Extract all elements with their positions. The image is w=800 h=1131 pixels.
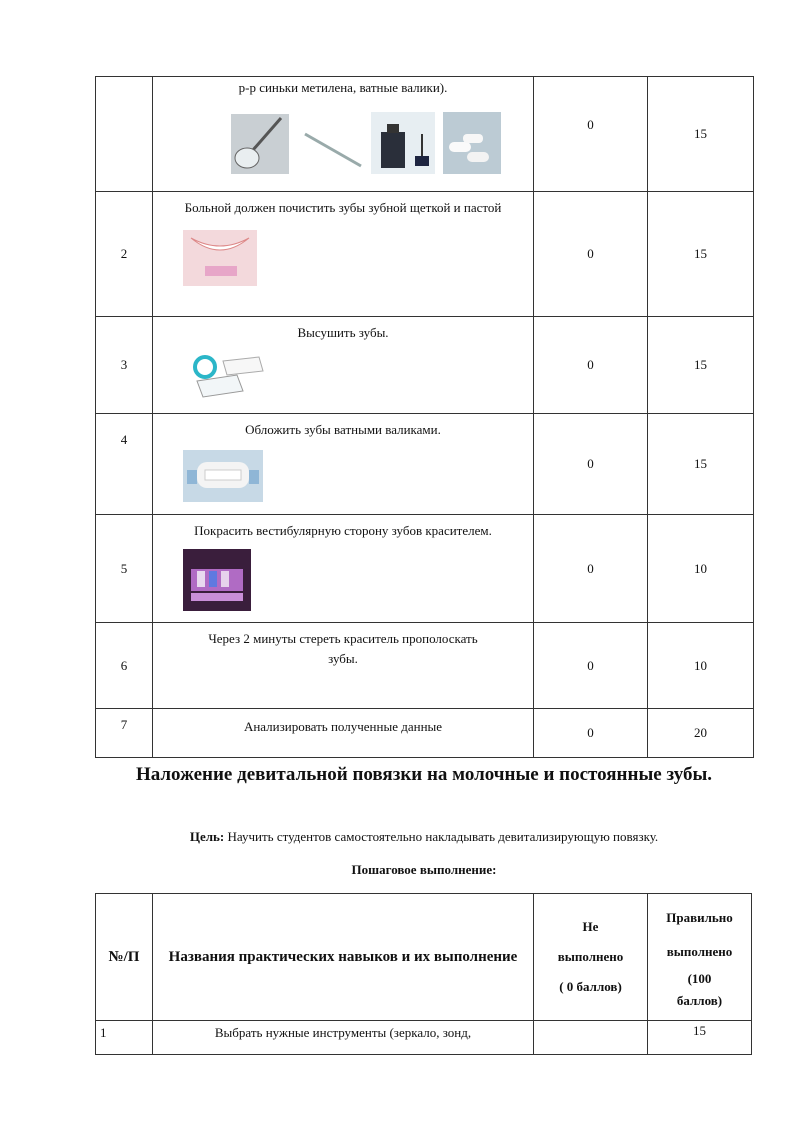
- table-row: [96, 515, 754, 623]
- skills-table-bottom: [95, 893, 752, 1055]
- section-title: Наложение девитальной повязки на молочные и постоянные зубы.: [135, 764, 713, 785]
- done-score: 20: [648, 709, 754, 758]
- toothbrushing-photo: [183, 230, 257, 286]
- not-done-score: 0: [534, 623, 648, 709]
- stained-teeth-photo: [183, 549, 251, 611]
- done-score: 10: [648, 623, 754, 709]
- row-number: 6: [96, 623, 153, 709]
- header-done-line: выполнено: [666, 944, 733, 959]
- not-done-score: 0: [534, 317, 648, 414]
- goal-label: Цель:: [189, 829, 225, 844]
- row-text: р-р синьки метилена, ватные валики).: [238, 80, 448, 95]
- goal-line: [95, 829, 753, 845]
- row-description: [153, 414, 534, 515]
- row-description: [153, 623, 534, 709]
- row-text: Через 2 минуты стереть краситель прополоскать зубы.: [208, 631, 478, 666]
- row-description: [153, 77, 534, 192]
- header-number: №/П: [96, 894, 153, 1021]
- done-score: 15: [648, 414, 754, 515]
- drying-pads-photo: [183, 351, 267, 405]
- header-done: [648, 894, 752, 1021]
- steps-title: Пошаговое выполнение:: [351, 862, 497, 877]
- not-done-score: [534, 1021, 648, 1055]
- header-skill-name: Названия практических навыков и их выполнение: [153, 894, 534, 1021]
- row-number: 2: [96, 192, 153, 317]
- skills-table-top: [95, 76, 754, 758]
- methylene-blue-bottle-photo: [371, 112, 435, 174]
- dental-probe-photo: [301, 120, 366, 172]
- table-row: [96, 192, 754, 317]
- row-text: Обложить зубы ватными валиками.: [245, 422, 441, 437]
- header-not-done-line: ( 0 баллов): [559, 979, 622, 994]
- header-not-done-line: Не: [582, 919, 599, 934]
- row-number: [96, 77, 153, 192]
- table-row: [96, 709, 754, 758]
- done-score: 15: [648, 77, 754, 192]
- not-done-score: 0: [534, 515, 648, 623]
- not-done-score: 0: [534, 77, 648, 192]
- row-number: 3: [96, 317, 153, 414]
- done-score: 15: [648, 192, 754, 317]
- row-number: 4: [96, 414, 153, 515]
- header-not-done: [534, 894, 648, 1021]
- row-text: Анализировать полученные данные: [243, 719, 443, 734]
- cotton-isolation-photo: [183, 450, 263, 502]
- table-row: [96, 1021, 752, 1055]
- done-score: 10: [648, 515, 754, 623]
- table-row: [96, 623, 754, 709]
- header-done-line: Правильно: [666, 910, 733, 925]
- row-number: 1: [96, 1021, 153, 1055]
- done-score: 15: [648, 317, 754, 414]
- table-row: [96, 317, 754, 414]
- row-text: Высушить зубы.: [297, 325, 389, 340]
- goal-text: Научить студентов самостоятельно накладывать девитализирующую повязку.: [224, 829, 659, 844]
- row-description: [153, 515, 534, 623]
- row-number: 5: [96, 515, 153, 623]
- not-done-score: 0: [534, 414, 648, 515]
- row-text: Покрасить вестибулярную сторону зубов красителем.: [194, 523, 492, 538]
- not-done-score: 0: [534, 709, 648, 758]
- header-done-line: баллов): [676, 993, 723, 1008]
- table-row: [96, 77, 754, 192]
- dental-mirror-photo: [231, 114, 289, 174]
- not-done-score: 0: [534, 192, 648, 317]
- row-description: [153, 709, 534, 758]
- row-text: Выбрать нужные инструменты (зеркало, зонд,: [153, 1021, 534, 1055]
- cotton-rolls-photo: [443, 112, 501, 174]
- row-text: Больной должен почистить зубы зубной щеткой и пастой: [184, 200, 502, 215]
- row-description: [153, 192, 534, 317]
- header-done-line: (100: [687, 971, 712, 986]
- table-row: [96, 414, 754, 515]
- done-score: 15: [648, 1021, 752, 1055]
- header-row: [96, 894, 752, 1021]
- row-number: 7: [96, 709, 153, 758]
- header-not-done-line: выполнено: [557, 949, 624, 964]
- row-description: [153, 317, 534, 414]
